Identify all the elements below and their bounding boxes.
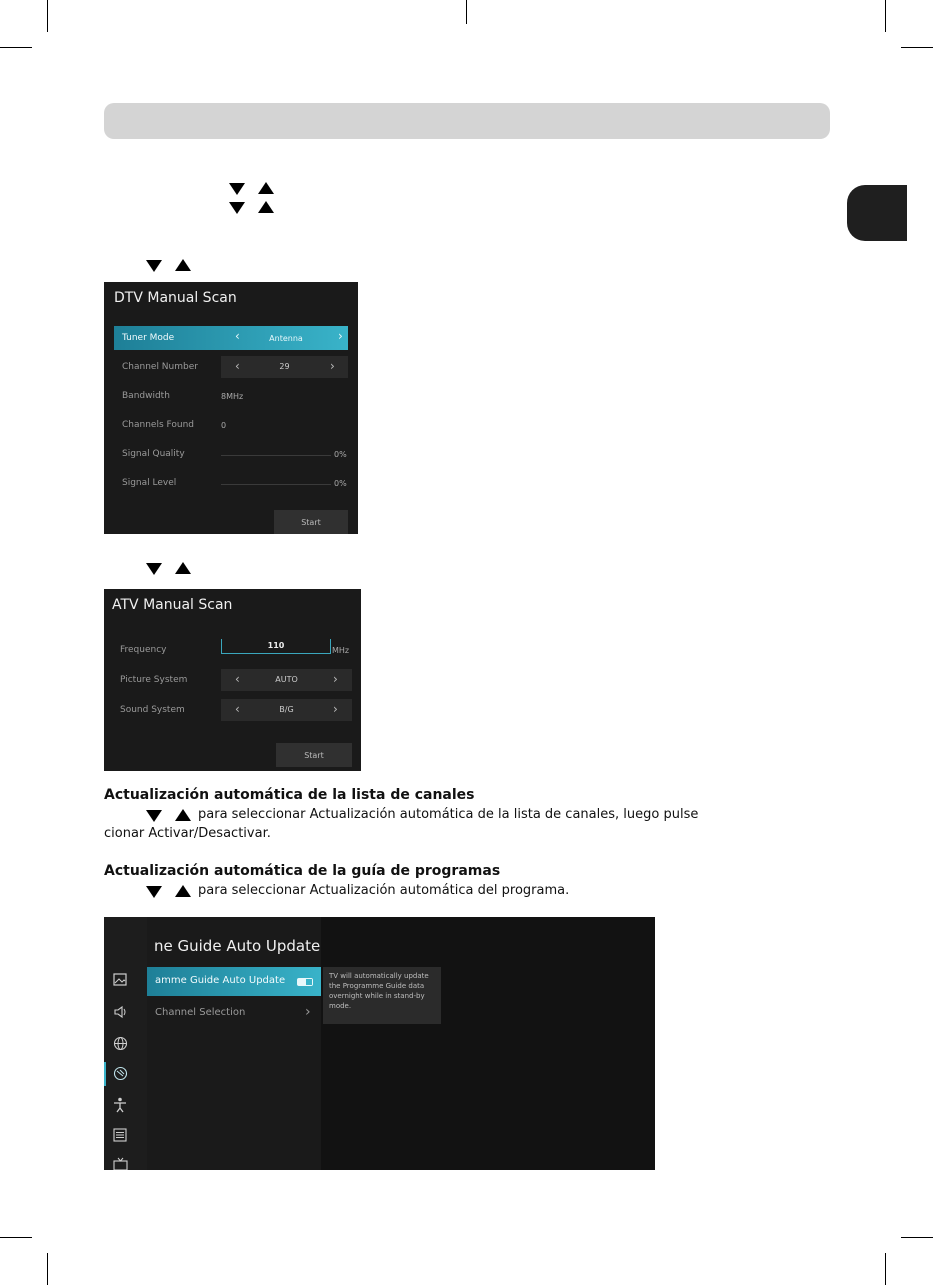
active-indicator — [104, 1062, 106, 1086]
down-arrow-icon — [229, 183, 245, 195]
chevron-right-icon[interactable]: › — [333, 672, 338, 686]
tuner-mode-row[interactable] — [114, 326, 348, 350]
sound-icon[interactable] — [112, 1005, 128, 1021]
frequency-label: Frequency — [120, 645, 167, 655]
frequency-unit: MHz — [332, 646, 350, 655]
chevron-left-icon[interactable]: ‹ — [235, 359, 240, 373]
crop-mark — [466, 0, 467, 24]
start-button[interactable]: Start — [274, 510, 348, 534]
up-arrow-icon — [258, 201, 274, 213]
chevron-right-icon[interactable]: › — [338, 329, 343, 343]
bandwidth-label: Bandwidth — [122, 391, 170, 401]
crop-mark — [901, 1237, 933, 1238]
frequency-value: 110 — [267, 641, 285, 650]
crop-mark — [885, 0, 886, 32]
section-header-bar — [104, 103, 830, 139]
channel-number-selector[interactable] — [221, 356, 348, 378]
down-arrow-icon — [146, 563, 162, 575]
chevron-right-icon[interactable]: › — [333, 702, 338, 716]
detail-column — [321, 917, 655, 1170]
paragraph-line: para seleccionar Actualización automática del programa. — [198, 883, 570, 898]
dtv-title: DTV Manual Scan — [114, 290, 237, 306]
chevron-left-icon[interactable]: ‹ — [235, 702, 240, 716]
chevron-left-icon[interactable]: ‹ — [235, 672, 240, 686]
section-heading-programme-guide: Actualización automática de la guía de programas — [104, 863, 501, 879]
frequency-input[interactable] — [221, 639, 331, 654]
bandwidth-value: 8MHz — [221, 392, 244, 401]
crop-mark — [47, 0, 48, 32]
tooltip-box — [323, 967, 441, 1024]
sound-system-selector[interactable] — [221, 699, 352, 721]
programme-guide-panel — [104, 917, 655, 1170]
down-arrow-icon — [146, 886, 162, 898]
paragraph-line: para seleccionar Actualización automática de la lista de canales, luego pulse — [198, 807, 699, 822]
up-arrow-icon — [258, 182, 274, 194]
auto-update-label: amme Guide Auto Update — [155, 975, 286, 986]
accessibility-icon[interactable] — [112, 1097, 128, 1113]
signal-level-value: 0% — [334, 479, 347, 488]
channels-found-value: 0 — [221, 421, 227, 430]
auto-update-row[interactable] — [147, 967, 321, 996]
atv-manual-scan-panel — [104, 589, 361, 771]
channel-number-value: 29 — [279, 362, 290, 371]
picture-system-value: AUTO — [275, 675, 298, 684]
atv-title: ATV Manual Scan — [112, 597, 233, 613]
picture-system-selector[interactable] — [221, 669, 352, 691]
paragraph-line: cionar Activar/Desactivar. — [104, 826, 271, 841]
channel-number-label: Channel Number — [122, 362, 198, 372]
channel-selection-row[interactable] — [147, 1003, 321, 1025]
globe-icon[interactable] — [112, 1036, 128, 1052]
sound-system-value: B/G — [279, 705, 294, 714]
channel-selection-label: Channel Selection — [155, 1007, 246, 1018]
tuner-mode-value: Antenna — [269, 334, 303, 343]
toggle-knob — [306, 979, 312, 985]
channels-found-label: Channels Found — [122, 420, 194, 430]
signal-quality-label: Signal Quality — [122, 449, 185, 459]
crop-mark — [885, 1253, 886, 1285]
signal-quality-bar — [221, 455, 331, 456]
channel-icon[interactable] — [112, 1066, 128, 1082]
signal-level-bar — [221, 484, 331, 485]
tuner-mode-label: Tuner Mode — [122, 333, 175, 343]
crop-mark — [0, 1237, 32, 1238]
up-arrow-icon — [175, 885, 191, 897]
dtv-manual-scan-panel — [104, 282, 358, 534]
section-heading-channel-list: Actualización automática de la lista de canales — [104, 787, 475, 803]
list-icon[interactable] — [112, 1128, 128, 1144]
language-tab — [847, 185, 907, 241]
picture-system-label: Picture System — [120, 675, 188, 685]
down-arrow-icon — [229, 202, 245, 214]
up-arrow-icon — [175, 562, 191, 574]
crop-mark — [0, 47, 32, 48]
signal-quality-value: 0% — [334, 450, 347, 459]
down-arrow-icon — [146, 810, 162, 822]
tooltip-text: TV will automatically update the Programme Guide data overnight while in stand-by mode. — [329, 972, 429, 1010]
sound-system-label: Sound System — [120, 705, 185, 715]
start-button[interactable]: Start — [276, 743, 352, 767]
crop-mark — [47, 1253, 48, 1285]
up-arrow-icon — [175, 809, 191, 821]
signal-level-label: Signal Level — [122, 478, 177, 488]
guide-title: ne Guide Auto Update — [154, 937, 321, 955]
chevron-right-icon[interactable]: › — [330, 359, 335, 373]
down-arrow-icon — [146, 260, 162, 272]
chevron-left-icon[interactable]: ‹ — [235, 329, 240, 343]
up-arrow-icon — [175, 259, 191, 271]
crop-mark — [901, 47, 933, 48]
picture-icon[interactable] — [112, 973, 128, 989]
toggle-switch[interactable] — [297, 978, 313, 986]
tv-icon[interactable] — [112, 1157, 128, 1170]
chevron-right-icon: › — [305, 1004, 311, 1020]
